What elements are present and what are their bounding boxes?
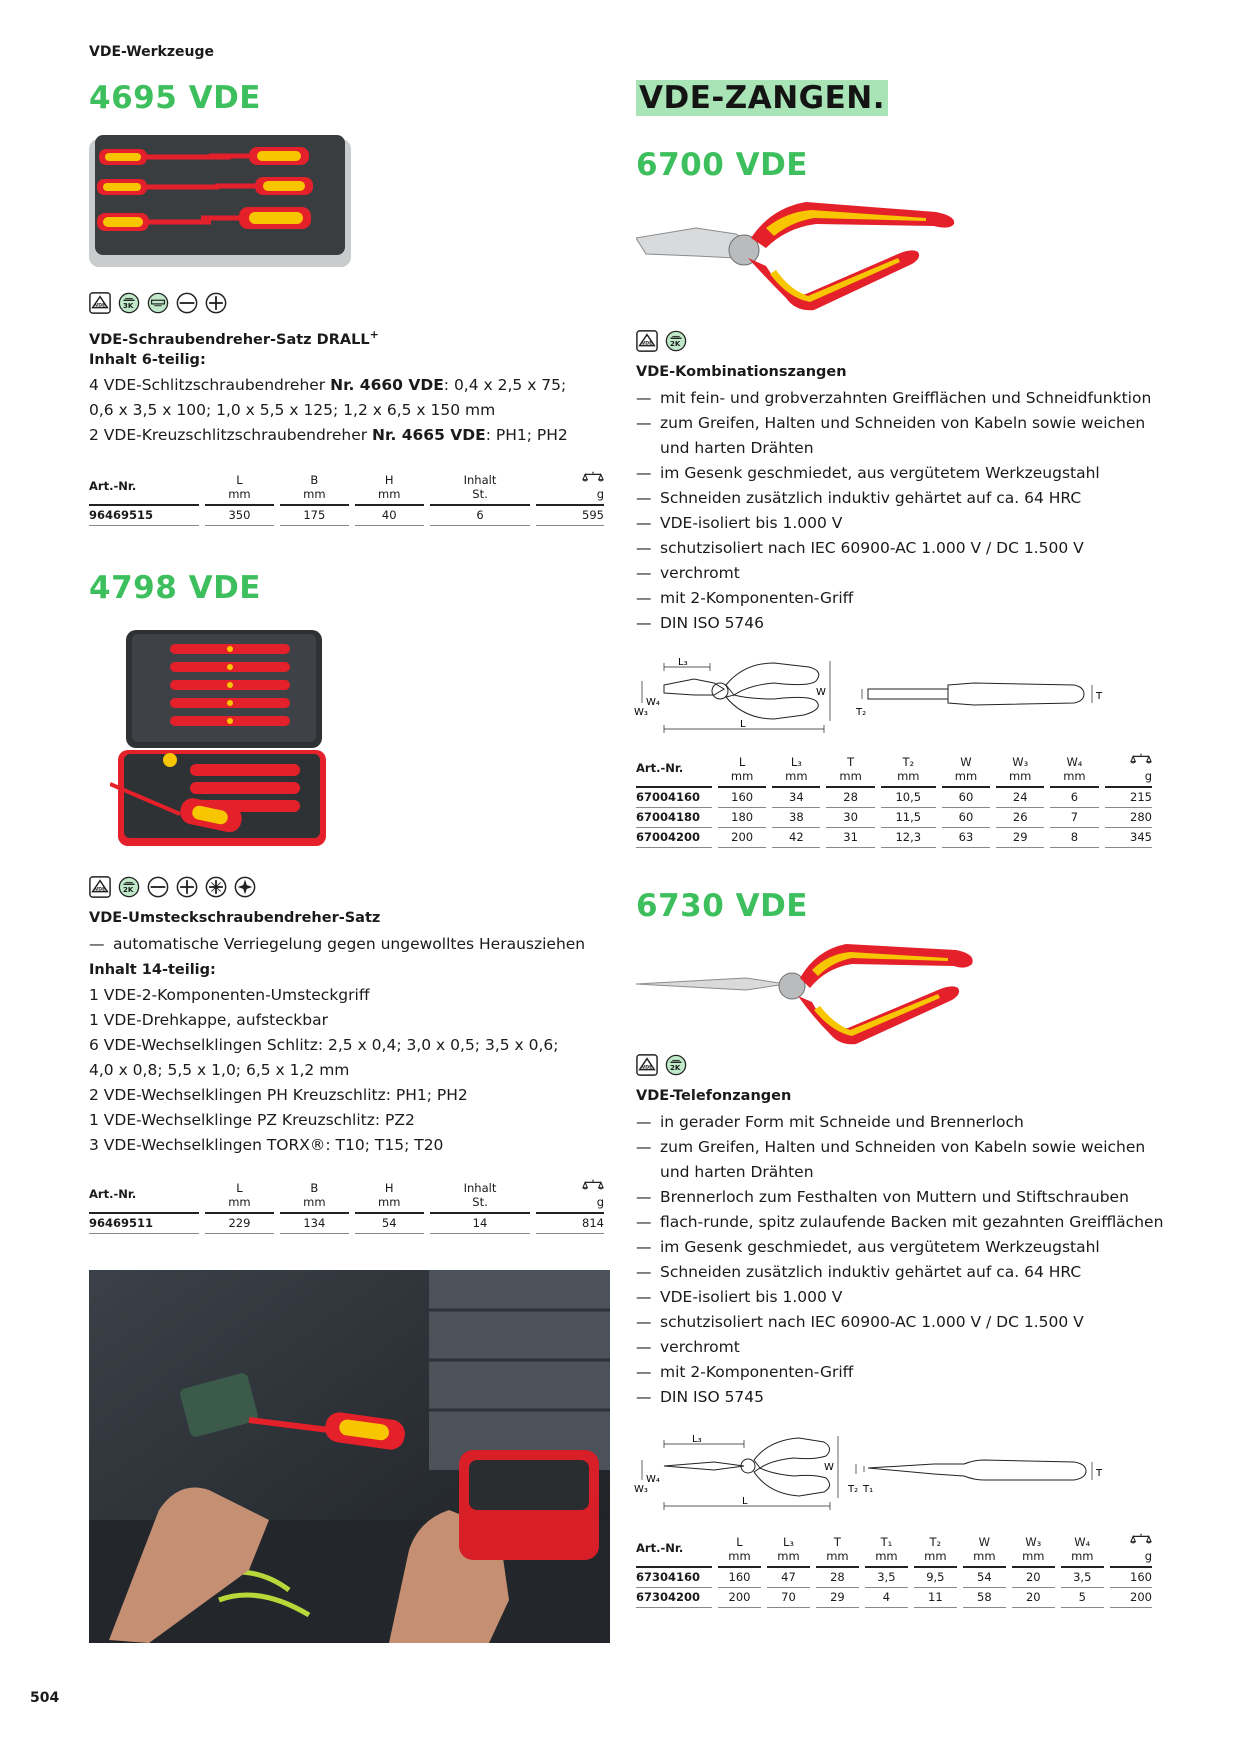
cell: 29 xyxy=(816,1588,859,1608)
description-4695 xyxy=(89,373,609,448)
bullets-4798 xyxy=(89,932,619,957)
heading-sup: + xyxy=(369,328,379,341)
dim-l: L xyxy=(742,1496,748,1507)
col-h: H mm xyxy=(355,470,424,506)
cell: 38 xyxy=(772,808,820,828)
phillips-tip-icon xyxy=(176,876,198,898)
col-h: H mm xyxy=(355,1178,424,1214)
list-item: — VDE-isoliert bis 1.000 V xyxy=(636,511,1166,536)
cell: 200 xyxy=(1110,1588,1152,1608)
list-item: — flach-runde, spitz zulaufende Backen mit gezahnten Greifflächen xyxy=(636,1210,1166,1235)
col-b: B mm xyxy=(280,470,349,506)
section-label: VDE-Werkzeuge xyxy=(89,44,214,60)
dim-w4: W₄ xyxy=(646,1474,660,1485)
feature-icons-6730 xyxy=(636,1054,687,1076)
dim-t1: T₁ xyxy=(863,1484,874,1495)
col-l3: L₃ mm xyxy=(767,1532,810,1568)
two-component-handle-icon xyxy=(665,330,687,352)
list-item: — DIN ISO 5746 xyxy=(636,611,1166,636)
cell: 229 xyxy=(205,1214,274,1234)
cell: 11 xyxy=(914,1588,957,1608)
weight-icon xyxy=(582,1178,604,1192)
vde-triangle-icon xyxy=(636,330,658,352)
feature-icons-6700 xyxy=(636,330,687,352)
dim-t: T xyxy=(1096,1468,1103,1479)
cell: 96469515 xyxy=(89,506,199,526)
cell: 67304160 xyxy=(636,1568,712,1588)
col-art-nr: Art.-Nr. xyxy=(636,752,712,788)
cell: 20 xyxy=(1012,1588,1055,1608)
cell: 345 xyxy=(1105,828,1152,848)
dim-w3: W₃ xyxy=(634,707,648,718)
spec-table xyxy=(83,470,610,526)
cell: 60 xyxy=(942,788,990,808)
list-item: — automatische Verriegelung gegen ungewolltes Herausziehen xyxy=(89,932,619,957)
list-item: — verchromt xyxy=(636,1335,1166,1360)
product-title-6700: 6700 VDE xyxy=(636,147,808,183)
phillips-tip-icon xyxy=(205,292,227,314)
spec-table xyxy=(630,752,1158,848)
dim-w: W xyxy=(816,687,826,698)
product-image-6700 xyxy=(636,198,976,318)
slotted-tip-icon xyxy=(176,292,198,314)
col-t2: T₂ mm xyxy=(914,1532,957,1568)
cell: 54 xyxy=(355,1214,424,1234)
contents-4798: Inhalt 14-teilig: xyxy=(89,962,216,978)
bullets-6730 xyxy=(636,1110,1166,1410)
cell: 200 xyxy=(718,828,766,848)
list-item: — schutzisoliert nach IEC 60900-AC 1.000 V / DC 1.500 V xyxy=(636,536,1166,561)
cell: 67004160 xyxy=(636,788,712,808)
cell: 20 xyxy=(1012,1568,1055,1588)
cell: 11,5 xyxy=(881,808,936,828)
cell: 29 xyxy=(996,828,1044,848)
badge-text: 2K xyxy=(123,886,134,894)
description-4798 xyxy=(89,983,619,1158)
cell: 40 xyxy=(355,506,424,526)
spec-table-4695 xyxy=(83,470,610,526)
col-t2: T₂ mm xyxy=(881,752,936,788)
cell: 160 xyxy=(718,788,766,808)
cell: 28 xyxy=(826,788,874,808)
list-item: — im Gesenk geschmiedet, aus vergütetem Werkzeugstahl xyxy=(636,1235,1166,1260)
cell: 200 xyxy=(718,1588,761,1608)
cell: 9,5 xyxy=(914,1568,957,1588)
desc-line: 3 VDE-Wechselklingen TORX®: T10; T15; T20 xyxy=(89,1136,444,1154)
cell: 96469511 xyxy=(89,1214,199,1234)
col-weight: g xyxy=(536,470,604,506)
desc-line-1: 4 VDE-Schlitzschraubendreher Nr. 4660 VDE: 0,4 x 2,5 x 75; xyxy=(89,376,567,394)
cell: 14 xyxy=(430,1214,531,1234)
desc-line: 2 VDE-Wechselklingen PH Kreuzschlitz: PH1; PH2 xyxy=(89,1086,468,1104)
product-image-6730 xyxy=(636,938,976,1048)
cell: 280 xyxy=(1105,808,1152,828)
feature-icons-4798 xyxy=(89,876,256,898)
col-w4: W₄ mm xyxy=(1050,752,1098,788)
cell: 3,5 xyxy=(1061,1568,1104,1588)
cell: 24 xyxy=(996,788,1044,808)
dim-l3: L₃ xyxy=(692,1434,702,1445)
spec-table-6730 xyxy=(630,1532,1158,1608)
category-banner: VDE-ZANGEN. xyxy=(636,80,888,116)
table-row xyxy=(636,788,1152,808)
col-l: L mm xyxy=(205,470,274,506)
cell: 4 xyxy=(865,1588,908,1608)
cell: 31 xyxy=(826,828,874,848)
col-weight: g xyxy=(1105,752,1152,788)
list-item: — mit fein- und grobverzahnten Greifflächen und Schneidfunktion xyxy=(636,386,1166,411)
list-item: — Brennerloch zum Festhalten von Muttern und Stiftschrauben xyxy=(636,1185,1166,1210)
table-row xyxy=(636,808,1152,828)
cell: 67004180 xyxy=(636,808,712,828)
dim-l3: L₃ xyxy=(678,657,688,668)
cell: 30 xyxy=(826,808,874,828)
col-l: L mm xyxy=(718,1532,761,1568)
cell: 134 xyxy=(280,1214,349,1234)
cell: 28 xyxy=(816,1568,859,1588)
product-heading-4695 xyxy=(89,325,609,350)
badge-text: 3K xyxy=(123,302,134,310)
torx-tip-icon xyxy=(234,876,256,898)
vde-triangle-icon xyxy=(636,1054,658,1076)
cell: 5 xyxy=(1061,1588,1104,1608)
cell: 8 xyxy=(1050,828,1098,848)
vde-triangle-icon xyxy=(89,876,111,898)
dim-w4: W₄ xyxy=(646,697,660,708)
weight-icon xyxy=(582,470,604,484)
cell: 350 xyxy=(205,506,274,526)
cell: 67304200 xyxy=(636,1588,712,1608)
desc-line: 1 VDE-2-Komponenten-Umsteckgriff xyxy=(89,986,370,1004)
col-art-nr: Art.-Nr. xyxy=(89,1178,199,1214)
table-row xyxy=(636,1568,1152,1588)
col-t: T mm xyxy=(816,1532,859,1568)
desc-line-3: 2 VDE-Kreuzschlitzschraubendreher Nr. 4665 VDE: PH1; PH2 xyxy=(89,426,568,444)
weight-icon xyxy=(1130,752,1152,766)
product-heading-4798: VDE-Umsteckschraubendreher-Satz xyxy=(89,910,381,926)
spec-table xyxy=(630,1532,1158,1608)
contents-4695: Inhalt 6-teilig: xyxy=(89,352,206,368)
list-item: — verchromt xyxy=(636,561,1166,586)
cell: 595 xyxy=(536,506,604,526)
product-heading-6730: VDE-Telefonzangen xyxy=(636,1088,792,1104)
dim-w3: W₃ xyxy=(634,1484,648,1495)
cell: 47 xyxy=(767,1568,810,1588)
dimension-drawing-6700 xyxy=(634,655,1154,735)
cell: 10,5 xyxy=(881,788,936,808)
cell: 160 xyxy=(718,1568,761,1588)
list-item: — Schneiden zusätzlich induktiv gehärtet auf ca. 64 HRC xyxy=(636,1260,1166,1285)
cell: 63 xyxy=(942,828,990,848)
dim-t2: T₂ xyxy=(848,1484,859,1495)
col-w: W mm xyxy=(942,752,990,788)
dim-w: W xyxy=(824,1462,834,1473)
spec-table-4798 xyxy=(83,1178,610,1234)
cell: 54 xyxy=(963,1568,1006,1588)
badge-text: 2K xyxy=(670,1064,681,1072)
table-row xyxy=(89,1214,604,1234)
workshop-photo xyxy=(89,1270,610,1643)
col-l3: L₃ mm xyxy=(772,752,820,788)
list-item: — Schneiden zusätzlich induktiv gehärtet auf ca. 64 HRC xyxy=(636,486,1166,511)
dim-t: T xyxy=(1096,691,1103,702)
two-component-handle-icon xyxy=(118,876,140,898)
product-title-4695: 4695 VDE xyxy=(89,80,261,116)
spec-table xyxy=(83,1178,610,1234)
col-l: L mm xyxy=(205,1178,274,1214)
spec-table-6700 xyxy=(630,752,1158,848)
product-image-4695 xyxy=(89,135,351,268)
list-item: — schutzisoliert nach IEC 60900-AC 1.000 V / DC 1.500 V xyxy=(636,1310,1166,1335)
list-item: — mit 2-Komponenten-Griff xyxy=(636,586,1166,611)
cell: 26 xyxy=(996,808,1044,828)
cell: 12,3 xyxy=(881,828,936,848)
table-row xyxy=(89,506,604,526)
col-inhalt: Inhalt St. xyxy=(430,470,531,506)
cell: 58 xyxy=(963,1588,1006,1608)
badge-text: 2K xyxy=(670,340,681,348)
weight-icon xyxy=(1130,1532,1152,1546)
list-item: — DIN ISO 5745 xyxy=(636,1385,1166,1410)
bullets-6700 xyxy=(636,386,1166,636)
dim-t2: T₂ xyxy=(856,707,867,718)
three-component-handle-icon xyxy=(118,292,140,314)
feature-icons-4695 xyxy=(89,292,227,314)
heading-text: VDE-Schraubendreher-Satz DRALL xyxy=(89,331,370,348)
cell: 160 xyxy=(1110,1568,1152,1588)
product-heading-6700: VDE-Kombinationszangen xyxy=(636,364,847,380)
list-item: — zum Greifen, Halten und Schneiden von Kabeln sowie weichen und harten Drähten xyxy=(636,1135,1166,1185)
col-w: W mm xyxy=(963,1532,1006,1568)
page-number: 504 xyxy=(30,1690,60,1706)
dim-l: L xyxy=(740,719,746,730)
vde-triangle-icon xyxy=(89,292,111,314)
list-item: — VDE-isoliert bis 1.000 V xyxy=(636,1285,1166,1310)
desc-line: 1 VDE-Drehkappe, aufsteckbar xyxy=(89,1011,328,1029)
list-item: — zum Greifen, Halten und Schneiden von Kabeln sowie weichen und harten Drähten xyxy=(636,411,1166,461)
desc-line: 6 VDE-Wechselklingen Schlitz: 2,5 x 0,4; 3,0 x 0,5; 3,5 x 0,6; xyxy=(89,1036,559,1054)
dimension-drawing-6730 xyxy=(634,1432,1154,1512)
col-weight: g xyxy=(536,1178,604,1214)
cell: 6 xyxy=(430,506,531,526)
col-w3: W₃ mm xyxy=(1012,1532,1055,1568)
col-w3: W₃ mm xyxy=(996,752,1044,788)
col-b: B mm xyxy=(280,1178,349,1214)
cell: 60 xyxy=(942,808,990,828)
desc-line: 4,0 x 0,8; 5,5 x 1,0; 6,5 x 1,2 mm xyxy=(89,1061,350,1079)
col-inhalt: Inhalt St. xyxy=(430,1178,531,1214)
col-w4: W₄ mm xyxy=(1061,1532,1104,1568)
col-art-nr: Art.-Nr. xyxy=(636,1532,712,1568)
list-item: — im Gesenk geschmiedet, aus vergütetem Werkzeugstahl xyxy=(636,461,1166,486)
col-weight: g xyxy=(1110,1532,1152,1568)
cell: 70 xyxy=(767,1588,810,1608)
product-image-4798 xyxy=(110,630,330,848)
product-title-4798: 4798 VDE xyxy=(89,570,261,606)
cell: 67004200 xyxy=(636,828,712,848)
cell: 3,5 xyxy=(865,1568,908,1588)
cell: 7 xyxy=(1050,808,1098,828)
cell: 175 xyxy=(280,506,349,526)
table-row xyxy=(636,1588,1152,1608)
cell: 180 xyxy=(718,808,766,828)
cell: 215 xyxy=(1105,788,1152,808)
list-item: — mit 2-Komponenten-Griff xyxy=(636,1360,1166,1385)
blade-icon xyxy=(147,292,169,314)
cell: 42 xyxy=(772,828,820,848)
col-t: T mm xyxy=(826,752,874,788)
col-t1: T₁ mm xyxy=(865,1532,908,1568)
pozidriv-tip-icon xyxy=(205,876,227,898)
desc-line-2: 0,6 x 3,5 x 100; 1,0 x 5,5 x 125; 1,2 x 6,5 x 150 mm xyxy=(89,401,496,419)
cell: 6 xyxy=(1050,788,1098,808)
product-title-6730: 6730 VDE xyxy=(636,888,808,924)
cell: 34 xyxy=(772,788,820,808)
col-art-nr: Art.-Nr. xyxy=(89,470,199,506)
col-l: L mm xyxy=(718,752,766,788)
slotted-tip-icon xyxy=(147,876,169,898)
desc-line: 1 VDE-Wechselklinge PZ Kreuzschlitz: PZ2 xyxy=(89,1111,415,1129)
table-row xyxy=(636,828,1152,848)
cell: 814 xyxy=(536,1214,604,1234)
two-component-handle-icon xyxy=(665,1054,687,1076)
list-item: — in gerader Form mit Schneide und Brennerloch xyxy=(636,1110,1166,1135)
